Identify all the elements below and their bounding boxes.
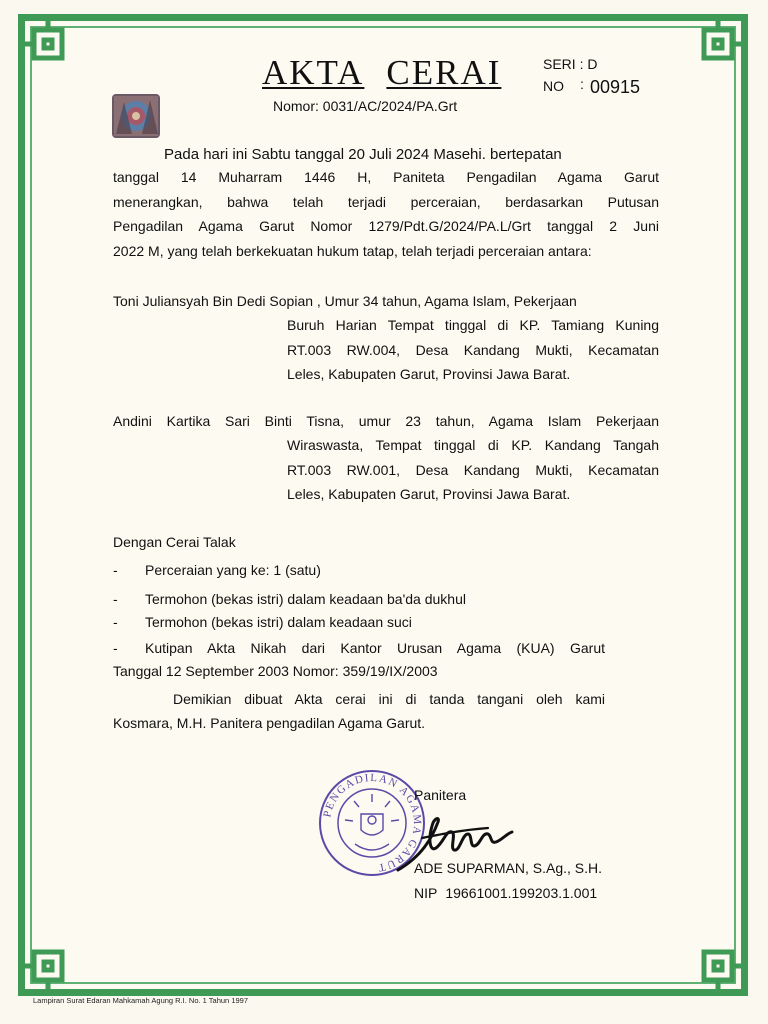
list-dash: - <box>113 591 118 607</box>
list-dash: - <box>113 614 118 630</box>
signatory-role: Panitera <box>414 787 467 803</box>
paragraph-line: tanggal 14 Muharram 1446 H, Paniteta Pengadilan Agama Garut <box>113 169 659 185</box>
no-colon: : <box>580 76 584 92</box>
opening-paragraph <box>113 165 659 263</box>
party2-address <box>287 433 659 507</box>
paragraph-line: Pengadilan Agama Garut Nomor 1279/Pdt.G/2024/PA.L/Grt tanggal 2 Juni <box>113 218 659 234</box>
paragraph-line: menerangkan, bahwa telah terjadi perceraian, berdasarkan Putusan <box>113 193 659 210</box>
party1-address-line: Leles, Kabupaten Garut, Provinsi Jawa Barat. <box>287 366 571 382</box>
party1-address-line: Buruh Harian Tempat tinggal di KP. Tamiang Kuning <box>287 317 659 333</box>
party1-address-line: RT.003 RW.004, Desa Kandang Mukti, Kecamatan <box>287 341 659 358</box>
list-item-text: Perceraian yang ke: 1 (satu) <box>145 562 321 578</box>
list-item-text: Termohon (bekas istri) dalam keadaan ba'da dukhul <box>145 591 466 607</box>
no-label: NO <box>543 78 564 94</box>
list-dash: - <box>113 640 118 656</box>
seal-text: PENGADILAN AGAMA GARUT <box>321 771 424 874</box>
party2-address-line: RT.003 RW.001, Desa Kandang Mukti, Kecamatan <box>287 461 659 478</box>
list-item <box>113 591 466 607</box>
list-item <box>113 562 321 578</box>
list-item-text: Kutipan Akta Nikah dari Kantor Urusan Agama (KUA) Garut <box>145 640 605 656</box>
signatory-name: ADE SUPARMAN, S.Ag., S.H. <box>414 860 603 876</box>
list-item <box>113 614 412 630</box>
list-item-text: Termohon (bekas istri) dalam keadaan suci <box>145 614 412 630</box>
emblem-image <box>112 94 160 138</box>
party2-address-line: Leles, Kabupaten Garut, Provinsi Jawa Barat. <box>287 486 571 502</box>
corner-ornament-top-left <box>18 14 108 104</box>
party2-address-line: Wiraswasta, Tempat tinggal di KP. Kandang Tangah <box>287 437 659 453</box>
document-number: Nomor: 0031/AC/2024/PA.Grt <box>273 98 458 114</box>
party1-address <box>287 313 659 387</box>
closing-text: Demikian dibuat Akta cerai ini di tanda tangani oleh kami <box>173 691 605 707</box>
party2-intro: Andini Kartika Sari Binti Tisna, umur 23 tahun, Agama Islam Pekerjaan <box>113 413 659 429</box>
list-item <box>113 640 605 656</box>
title-word-cerai: CERAI <box>386 53 502 92</box>
nip-label: NIP <box>414 885 438 901</box>
list-dash: - <box>113 562 118 578</box>
paragraph-line: 2022 M, yang telah berkekuatan hukum tatap, telah terjadi perceraian antara: <box>113 242 592 259</box>
closing-line-2: Kosmara, M.H. Panitera pengadilan Agama Garut. <box>113 715 426 731</box>
corner-ornament-bottom-left <box>18 906 108 996</box>
seri-label: SERI : D <box>543 56 598 72</box>
title-word-akta: AKTA <box>262 53 365 92</box>
opening-line: Pada hari ini Sabtu tanggal 20 Juli 2024 Masehi. bertepatan <box>164 146 562 163</box>
corner-ornament-bottom-right <box>658 906 748 996</box>
corner-ornament-top-right <box>658 14 748 104</box>
party1-intro: Toni Juliansyah Bin Dedi Sopian , Umur 34 tahun, Agama Islam, Pekerjaan <box>113 293 577 309</box>
list-item-continuation: Tanggal 12 September 2003 Nomor: 359/19/IX/2003 <box>113 663 438 679</box>
document-title <box>262 53 501 93</box>
closing-line-1 <box>113 687 605 712</box>
serial-number: 00915 <box>590 77 641 97</box>
footer-note: Lampiran Surat Edaran Mahkamah Agung R.I. No. 1 Tahun 1997 <box>33 996 248 1005</box>
nip-value: 19661001.199203.1.001 <box>445 885 598 901</box>
signatory-nip <box>414 885 597 901</box>
divorce-type: Dengan Cerai Talak <box>113 534 236 550</box>
